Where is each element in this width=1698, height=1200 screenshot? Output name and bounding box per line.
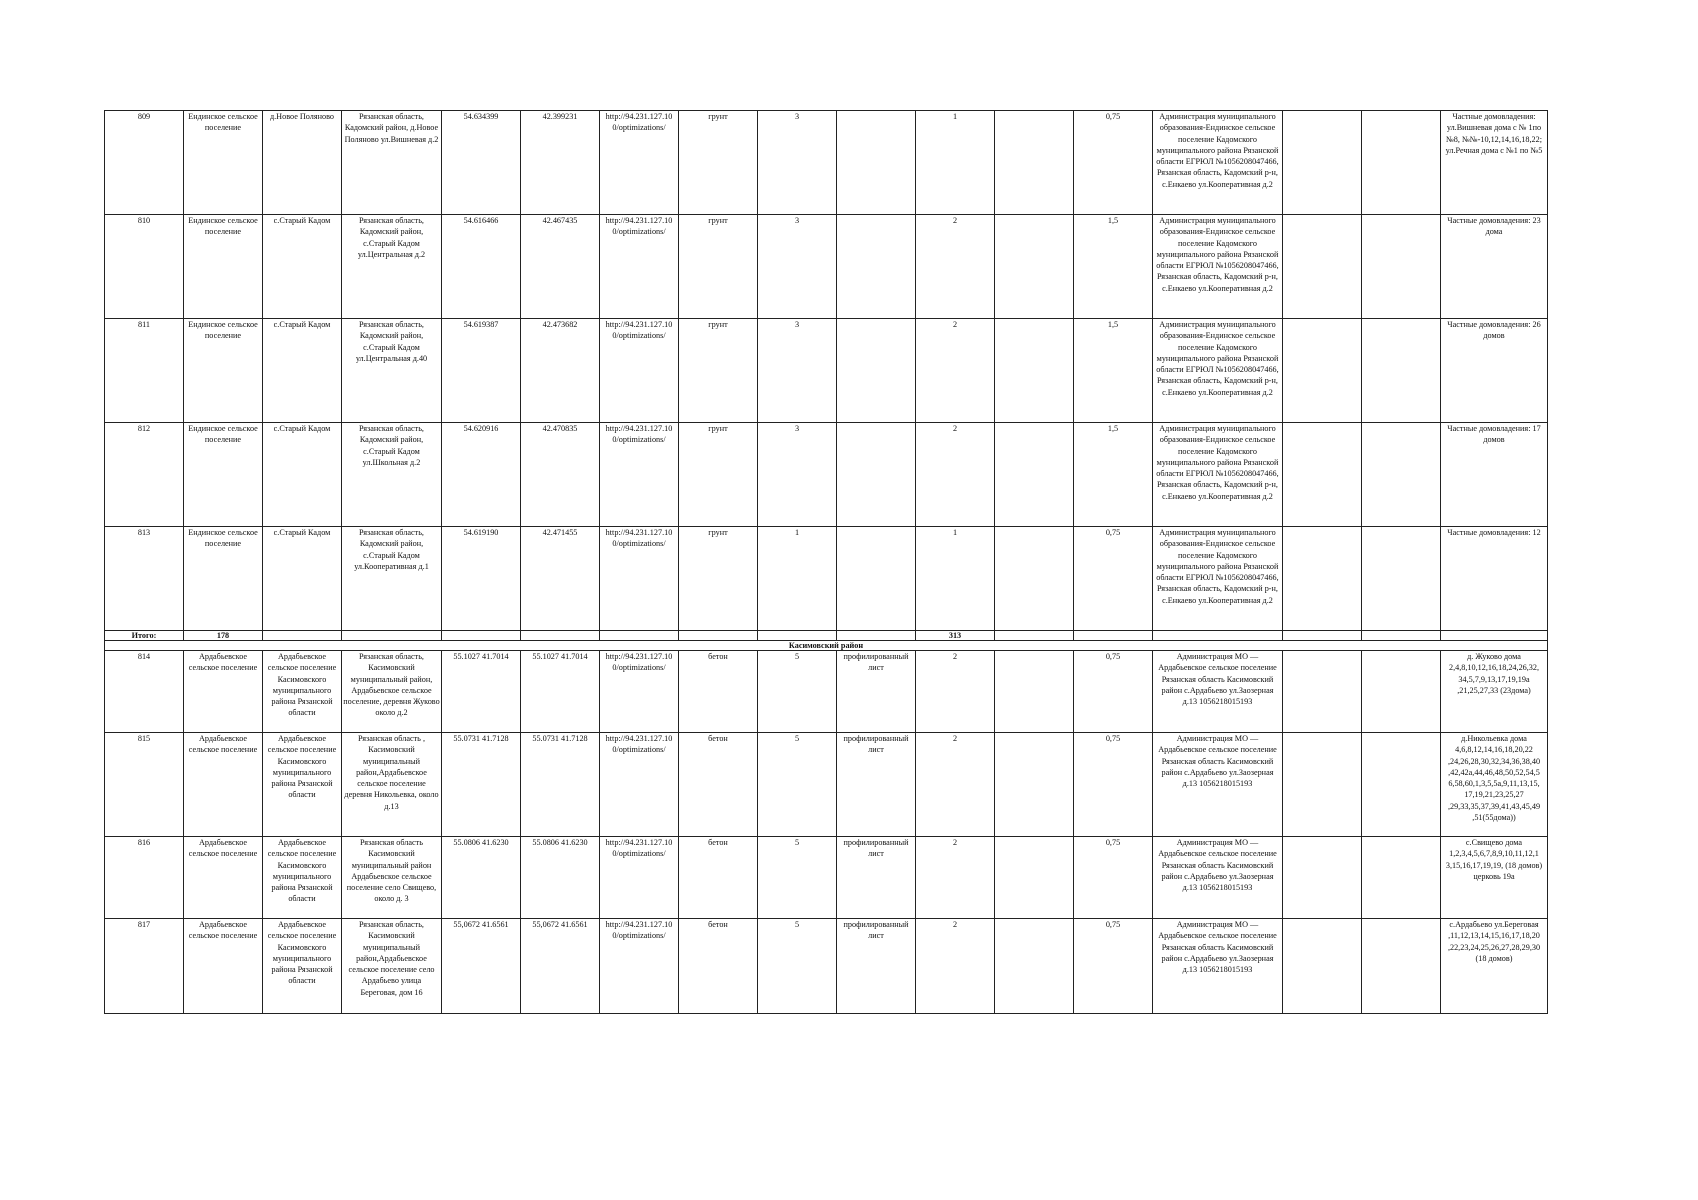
cell-address: Рязанская область, Кадомский район, с.Старый Кадом ул.Школьная д.2	[342, 423, 442, 527]
cell-volume: 0,75	[1074, 733, 1153, 837]
cell-lon: 55.0731 41.7128	[521, 733, 600, 837]
cell-cover: профилированный лист	[837, 919, 916, 1014]
cell-area: 3	[758, 423, 837, 527]
cell-sources: Частные домовладения: 26 домов	[1441, 319, 1548, 423]
cell-lat: 55,0672 41.6561	[442, 919, 521, 1014]
cell-c15	[1283, 319, 1362, 423]
cell-sources: д. Жуково дома 2,4,8,10,12,16,18,24,26,32, 34,5,7,9,13,17,19,19а ,21,25,27,33 (23дома)	[1441, 651, 1548, 733]
cell-sources: с.Свищево дома 1,2,3,4,5,6,7,8,9,10,11,12,1 3,15,16,17,19,19, (18 домов) церковь 19а	[1441, 837, 1548, 919]
cell-cover: профилированный лист	[837, 651, 916, 733]
cell-c12	[995, 215, 1074, 319]
cell-area: 5	[758, 651, 837, 733]
cell-settlement: Ендинское сельское поселение	[184, 423, 263, 527]
table-row	[105, 527, 1548, 631]
cell-c12	[995, 423, 1074, 527]
cell-address: Рязанская область , Касимовский муниципальный район,Ардабьевское сельское поселение деревня Никольевка, около д.13	[342, 733, 442, 837]
cell-link: http://94.231.127.10 0/optimizations/	[600, 319, 679, 423]
cell-address: Рязанская область, Кадомский район, с.Старый Кадом ул.Кооперативная д.1	[342, 527, 442, 631]
cell-lon: 42.399231	[521, 111, 600, 215]
table-row	[105, 919, 1548, 1014]
cell-surface: грунт	[679, 215, 758, 319]
cell-settlement: Ендинское сельское поселение	[184, 527, 263, 631]
table-row	[105, 111, 1548, 215]
cell-cover: профилированный лист	[837, 733, 916, 837]
cell-address: Рязанская область, Касимовский муниципальный район,Ардабьевское сельское поселение село Ардабьево улица Береговая, дом 16	[342, 919, 442, 1014]
empty-cell	[1283, 631, 1362, 641]
cell-c15	[1283, 111, 1362, 215]
cell-num: 811	[105, 319, 184, 423]
table-row	[105, 651, 1548, 733]
cell-c16	[1362, 527, 1441, 631]
cell-address: Рязанская область Касимовский муниципальный район Ардабьевское сельское поселение село Свищево, около д. 3	[342, 837, 442, 919]
cell-area: 3	[758, 111, 837, 215]
cell-address: Рязанская область, Касимовский муниципальный район, Ардабьевское сельское поселение, деревня Жуково около д.2	[342, 651, 442, 733]
cell-containers: 2	[916, 651, 995, 733]
table-row	[105, 733, 1548, 837]
cell-volume: 0,75	[1074, 919, 1153, 1014]
cell-c15	[1283, 527, 1362, 631]
cell-lat: 55.0731 41.7128	[442, 733, 521, 837]
cell-volume: 0,75	[1074, 837, 1153, 919]
cell-link: http://94.231.127.10 0/optimizations/	[600, 733, 679, 837]
cell-surface: бетон	[679, 651, 758, 733]
cell-containers: 2	[916, 837, 995, 919]
district-title: Касимовский район	[105, 641, 1548, 651]
cell-c12	[995, 319, 1074, 423]
cell-sources: с.Ардабьево ул.Береговая ,11,12,13,14,15,16,17,18,20 ,22,23,24,25,26,27,28,29,30 (18 домов)	[1441, 919, 1548, 1014]
empty-cell	[1362, 631, 1441, 641]
cell-surface: грунт	[679, 423, 758, 527]
cell-locality: с.Старый Кадом	[263, 215, 342, 319]
cell-c16	[1362, 733, 1441, 837]
cell-sources: Частные домовладения: 12	[1441, 527, 1548, 631]
cell-lat: 54.616466	[442, 215, 521, 319]
total-containers: 313	[916, 631, 995, 641]
total-row	[105, 631, 1548, 641]
table-row	[105, 837, 1548, 919]
cell-num: 809	[105, 111, 184, 215]
cell-settlement: Ендинское сельское поселение	[184, 111, 263, 215]
cell-num: 817	[105, 919, 184, 1014]
cell-c16	[1362, 651, 1441, 733]
cell-cover	[837, 215, 916, 319]
waste-sites-table	[104, 110, 1548, 1014]
empty-cell	[837, 631, 916, 641]
cell-owner: Администрация муниципального образования-Ендинское сельское поселение Кадомского муниципального района Рязанской области ЕГРЮЛ №1056208047466, Рязанская область, Кадомский р-н, с.Енкаево ул.Кооперативная д.2	[1153, 215, 1283, 319]
cell-containers: 2	[916, 919, 995, 1014]
cell-c16	[1362, 111, 1441, 215]
cell-c12	[995, 111, 1074, 215]
cell-containers: 1	[916, 527, 995, 631]
cell-num: 812	[105, 423, 184, 527]
table-row	[105, 215, 1548, 319]
cell-c16	[1362, 215, 1441, 319]
district-row	[105, 641, 1548, 651]
cell-settlement: Ардабьевское сельское поселение	[184, 919, 263, 1014]
cell-sources: Частные домовладения: 17 домов	[1441, 423, 1548, 527]
cell-link: http://94.231.127.10 0/optimizations/	[600, 423, 679, 527]
cell-owner: Администрация муниципального образования-Ендинское сельское поселение Кадомского муниципального района Рязанской области ЕГРЮЛ №1056208047466, Рязанская область, Кадомский р-н, с.Енкаево ул.Кооперативная д.2	[1153, 527, 1283, 631]
cell-num: 815	[105, 733, 184, 837]
cell-locality: Ардабьевское сельское поселение Касимовского муниципального района Рязанской области	[263, 651, 342, 733]
empty-cell	[1153, 631, 1283, 641]
cell-link: http://94.231.127.10 0/optimizations/	[600, 837, 679, 919]
cell-containers: 2	[916, 215, 995, 319]
cell-num: 813	[105, 527, 184, 631]
cell-owner: Администрация МО — Ардабьевское сельское поселение Рязанская область Касимовский район с.Ардабьево ул.Заозерная д.13 1056218015193	[1153, 733, 1283, 837]
cell-surface: грунт	[679, 527, 758, 631]
total-label: Итого:	[105, 631, 184, 641]
cell-num: 810	[105, 215, 184, 319]
cell-lon: 42.473682	[521, 319, 600, 423]
cell-area: 5	[758, 733, 837, 837]
cell-c15	[1283, 919, 1362, 1014]
cell-num: 814	[105, 651, 184, 733]
cell-c16	[1362, 423, 1441, 527]
cell-lat: 54.620916	[442, 423, 521, 527]
cell-volume: 0,75	[1074, 527, 1153, 631]
cell-c12	[995, 651, 1074, 733]
cell-cover	[837, 527, 916, 631]
empty-cell	[521, 631, 600, 641]
table-row	[105, 423, 1548, 527]
cell-surface: бетон	[679, 733, 758, 837]
table-row	[105, 319, 1548, 423]
cell-locality: Ардабьевское сельское поселение Касимовского муниципального района Рязанской области	[263, 837, 342, 919]
cell-settlement: Ендинское сельское поселение	[184, 215, 263, 319]
cell-cover	[837, 423, 916, 527]
cell-c12	[995, 837, 1074, 919]
cell-volume: 0,75	[1074, 111, 1153, 215]
cell-sources: Частные домовладения: 23 дома	[1441, 215, 1548, 319]
total-count: 178	[184, 631, 263, 641]
cell-address: Рязанская область, Кадомский район, с.Старый Кадом ул.Центральная д.40	[342, 319, 442, 423]
cell-c15	[1283, 215, 1362, 319]
cell-link: http://94.231.127.10 0/optimizations/	[600, 215, 679, 319]
cell-c15	[1283, 837, 1362, 919]
cell-lon: 42.467435	[521, 215, 600, 319]
cell-c12	[995, 733, 1074, 837]
cell-containers: 2	[916, 319, 995, 423]
cell-lat: 54.619387	[442, 319, 521, 423]
empty-cell	[1441, 631, 1548, 641]
cell-containers: 1	[916, 111, 995, 215]
cell-settlement: Ардабьевское сельское поселение	[184, 733, 263, 837]
cell-c15	[1283, 651, 1362, 733]
cell-area: 3	[758, 319, 837, 423]
cell-surface: бетон	[679, 919, 758, 1014]
empty-cell	[442, 631, 521, 641]
cell-link: http://94.231.127.10 0/optimizations/	[600, 919, 679, 1014]
empty-cell	[600, 631, 679, 641]
cell-sources: д.Никольевка дома 4,6,8,12,14,16,18,20,22 ,24,26,28,30,32,34,36,38,40 ,42,42а,44,46,48,50,52,54,5 6,58,60,1,3,5,5а,9,11,13,15, 17,19,21,23,25,27 ,29,33,35,37,39,41,43,45,49 ,51(55дома))	[1441, 733, 1548, 837]
cell-settlement: Ардабьевское сельское поселение	[184, 651, 263, 733]
cell-link: http://94.231.127.10 0/optimizations/	[600, 651, 679, 733]
cell-lat: 55.1027 41.7014	[442, 651, 521, 733]
cell-owner: Администрация муниципального образования-Ендинское сельское поселение Кадомского муниципального района Рязанской области ЕГРЮЛ №1056208047466, Рязанская область, Кадомский р-н, с.Енкаево ул.Кооперативная д.2	[1153, 423, 1283, 527]
cell-settlement: Ендинское сельское поселение	[184, 319, 263, 423]
cell-volume: 1,5	[1074, 423, 1153, 527]
cell-link: http://94.231.127.10 0/optimizations/	[600, 111, 679, 215]
cell-locality: Ардабьевское сельское поселение Касимовского муниципального района Рязанской области	[263, 733, 342, 837]
cell-cover: профилированный лист	[837, 837, 916, 919]
cell-area: 5	[758, 919, 837, 1014]
cell-c12	[995, 919, 1074, 1014]
cell-address: Рязанская область, Кадомский район, с.Старый Кадом ул.Центральная д.2	[342, 215, 442, 319]
cell-locality: с.Старый Кадом	[263, 319, 342, 423]
cell-cover	[837, 111, 916, 215]
cell-volume: 0,75	[1074, 651, 1153, 733]
cell-locality: Ардабьевское сельское поселение Касимовского муниципального района Рязанской области	[263, 919, 342, 1014]
cell-area: 1	[758, 527, 837, 631]
cell-owner: Администрация МО — Ардабьевское сельское поселение Рязанская область Касимовский район с.Ардабьево ул.Заозерная д.13 1056218015193	[1153, 837, 1283, 919]
cell-lon: 55.1027 41.7014	[521, 651, 600, 733]
cell-sources: Частные домовладения: ул.Вишневая дома с № 1по №8, №№-10,12,14,16,18,22; ул.Речная дома с №1 по №5	[1441, 111, 1548, 215]
cell-lon: 55,0672 41.6561	[521, 919, 600, 1014]
cell-c16	[1362, 319, 1441, 423]
cell-lon: 42.471455	[521, 527, 600, 631]
cell-locality: с.Старый Кадом	[263, 527, 342, 631]
empty-cell	[995, 631, 1074, 641]
cell-settlement: Ардабьевское сельское поселение	[184, 837, 263, 919]
cell-lat: 54.619190	[442, 527, 521, 631]
cell-lon: 42.470835	[521, 423, 600, 527]
table-body	[105, 111, 1548, 1014]
cell-containers: 2	[916, 733, 995, 837]
cell-c15	[1283, 733, 1362, 837]
empty-cell	[263, 631, 342, 641]
cell-containers: 2	[916, 423, 995, 527]
cell-owner: Администрация муниципального образования-Ендинское сельское поселение Кадомского муниципального района Рязанской области ЕГРЮЛ №1056208047466, Рязанская область, Кадомский р-н, с.Енкаево ул.Кооперативная д.2	[1153, 319, 1283, 423]
cell-surface: грунт	[679, 319, 758, 423]
cell-address: Рязанская область, Кадомский район, д.Новое Поляново ул.Вишневая д.2	[342, 111, 442, 215]
cell-c16	[1362, 837, 1441, 919]
cell-cover	[837, 319, 916, 423]
cell-owner: Администрация муниципального образования-Ендинское сельское поселение Кадомского муниципального района Рязанской области ЕГРЮЛ №1056208047466, Рязанская область, Кадомский р-н, с.Енкаево ул.Кооперативная д.2	[1153, 111, 1283, 215]
cell-lon: 55.0806 41.6230	[521, 837, 600, 919]
cell-owner: Администрация МО — Ардабьевское сельское поселение Рязанская область Касимовский район с.Ардабьево ул.Заозерная д.13 1056218015193	[1153, 919, 1283, 1014]
empty-cell	[758, 631, 837, 641]
cell-surface: бетон	[679, 837, 758, 919]
cell-surface: грунт	[679, 111, 758, 215]
cell-lat: 54.634399	[442, 111, 521, 215]
cell-volume: 1,5	[1074, 215, 1153, 319]
empty-cell	[679, 631, 758, 641]
cell-c16	[1362, 919, 1441, 1014]
cell-owner: Администрация МО — Ардабьевское сельское поселение Рязанская область Касимовский район с.Ардабьево ул.Заозерная д.13 1056218015193	[1153, 651, 1283, 733]
empty-cell	[342, 631, 442, 641]
cell-locality: д.Новое Поляново	[263, 111, 342, 215]
cell-link: http://94.231.127.10 0/optimizations/	[600, 527, 679, 631]
cell-area: 5	[758, 837, 837, 919]
cell-c15	[1283, 423, 1362, 527]
cell-area: 3	[758, 215, 837, 319]
empty-cell	[1074, 631, 1153, 641]
cell-volume: 1,5	[1074, 319, 1153, 423]
cell-num: 816	[105, 837, 184, 919]
cell-locality: с.Старый Кадом	[263, 423, 342, 527]
cell-c12	[995, 527, 1074, 631]
cell-lat: 55.0806 41.6230	[442, 837, 521, 919]
register-sheet	[104, 110, 1544, 1014]
